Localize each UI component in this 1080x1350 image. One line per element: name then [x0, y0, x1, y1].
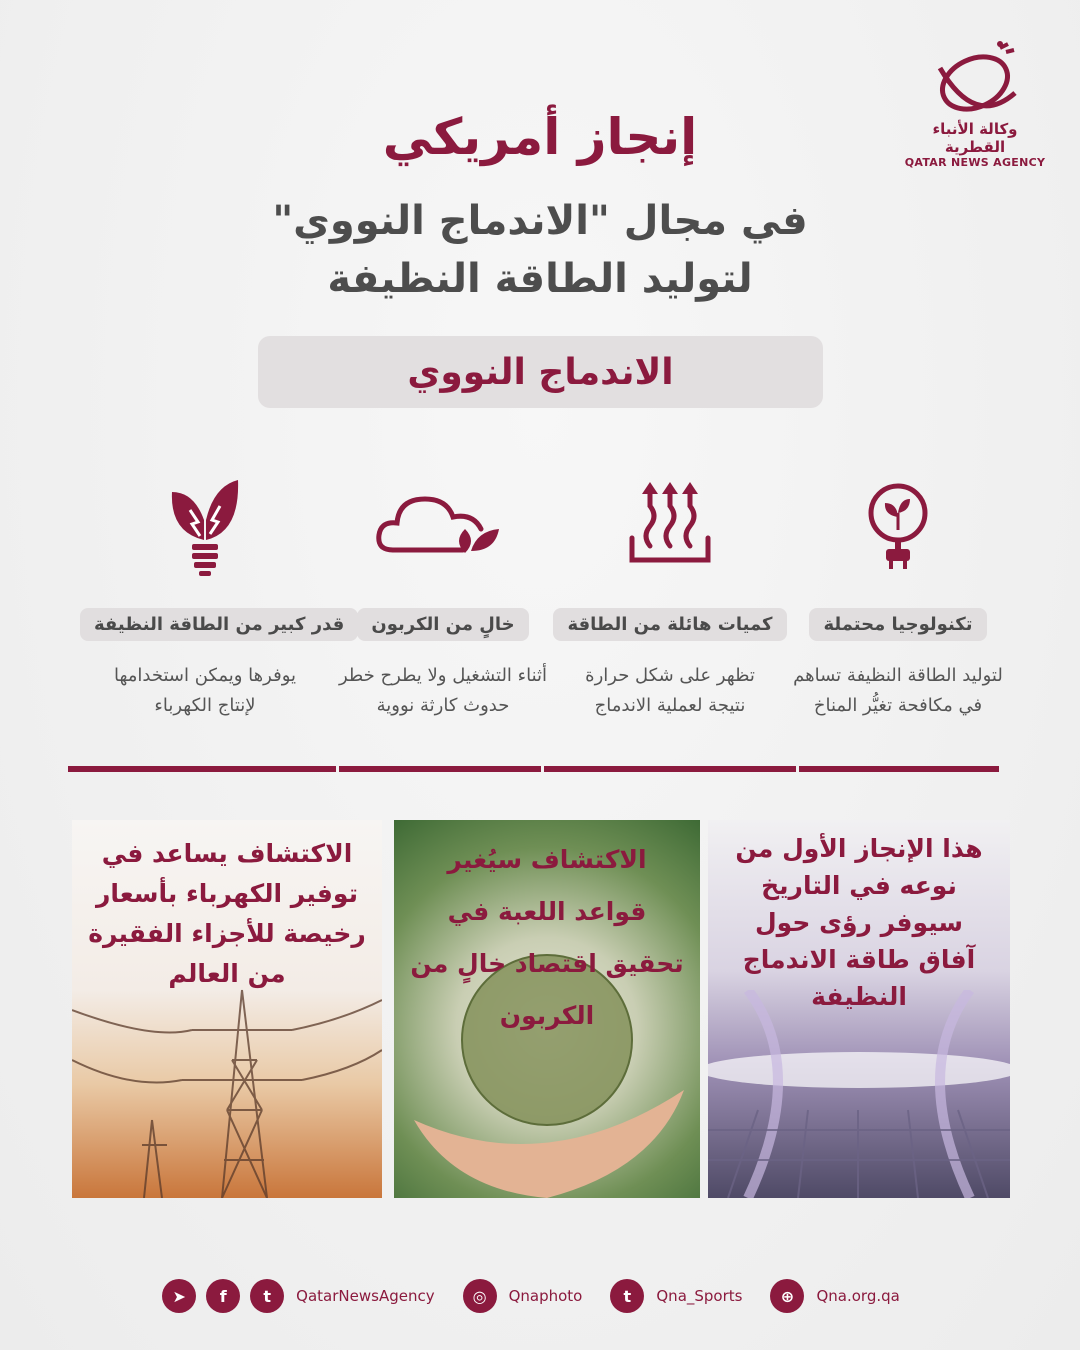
feature-column-4	[80, 470, 345, 721]
bulb-leaf-icon	[160, 470, 250, 580]
feature-label: خالٍ من الكربون	[357, 608, 528, 641]
handle-sports[interactable]: Qna_Sports	[656, 1287, 743, 1305]
feature-column-2	[545, 470, 795, 721]
subtitle-line-1: في مجال "الاندماج النووي"	[272, 198, 808, 244]
divider	[68, 766, 336, 772]
brand-name-ar: وكالة الأنباء القطرية	[932, 120, 1018, 156]
instagram-icon[interactable]: ◎	[463, 1279, 497, 1313]
qna-emblem-icon	[920, 38, 1030, 118]
handle-main[interactable]: QatarNewsAgency	[296, 1287, 435, 1305]
feature-label: كميات هائلة من الطاقة	[553, 608, 786, 641]
page-title: إنجاز أمريكي	[382, 108, 698, 166]
feature-column-3	[318, 470, 568, 721]
divider	[799, 766, 999, 772]
feature-desc: لتوليد الطاقة النظيفة تساهم في مكافحة تغيُّر المناخ	[793, 665, 1003, 716]
telegram-icon[interactable]: ➤	[162, 1279, 196, 1313]
section-label: الاندماج النووي	[258, 336, 823, 408]
globe-icon[interactable]: ⊕	[770, 1279, 804, 1313]
card-text: الاكتشاف يساعد في توفير الكهرباء بأسعار رخيصة للأجزاء الفقيرة من العالم	[88, 839, 366, 988]
subtitle-line-2: لتوليد الطاقة النظيفة	[327, 256, 753, 302]
handle-photo[interactable]: Qnaphoto	[508, 1287, 583, 1305]
feature-label: قدر كبير من الطاقة النظيفة	[80, 608, 358, 641]
power-tower-image	[72, 970, 382, 1198]
twitter-icon[interactable]: t	[610, 1279, 644, 1313]
twitter-icon[interactable]: t	[250, 1279, 284, 1313]
facebook-icon[interactable]: f	[206, 1279, 240, 1313]
feature-column-1	[773, 470, 1023, 721]
heat-waves-icon	[620, 478, 720, 573]
plug-leaf-icon	[858, 475, 938, 575]
feature-desc: أثناء التشغيل ولا يطرح خطر حدوث كارثة نووية	[338, 665, 548, 716]
card-globe-hands	[394, 820, 700, 1198]
card-fusion-reactor	[708, 820, 1010, 1198]
feature-desc: يوفرها ويمكن استخدامها لإنتاج الكهرباء	[113, 665, 297, 716]
fusion-reactor-image	[708, 990, 1010, 1198]
social-footer	[0, 1278, 1080, 1314]
card-text: الاكتشاف سيُغير قواعد اللعبة في تحقيق اقتصاد خالٍ من الكربون	[410, 845, 684, 1030]
feature-desc: تظهر على شكل حرارة نتيجة لعملية الاندماج	[585, 665, 755, 716]
card-power-lines	[72, 820, 382, 1198]
website-link[interactable]: Qna.org.qa	[816, 1287, 900, 1305]
brand-name-en: QATAR NEWS AGENCY	[904, 156, 1046, 169]
cloud-leaf-icon	[373, 485, 513, 565]
page-subtitle	[0, 192, 1080, 308]
feature-label: تكنولوجيا محتملة	[809, 608, 986, 641]
card-text: هذا الإنجاز الأول من نوعه في التاريخ سيوفر رؤى حول آفاق طاقة الاندماج النظيفة	[735, 834, 983, 1011]
divider	[544, 766, 796, 772]
divider	[339, 766, 541, 772]
